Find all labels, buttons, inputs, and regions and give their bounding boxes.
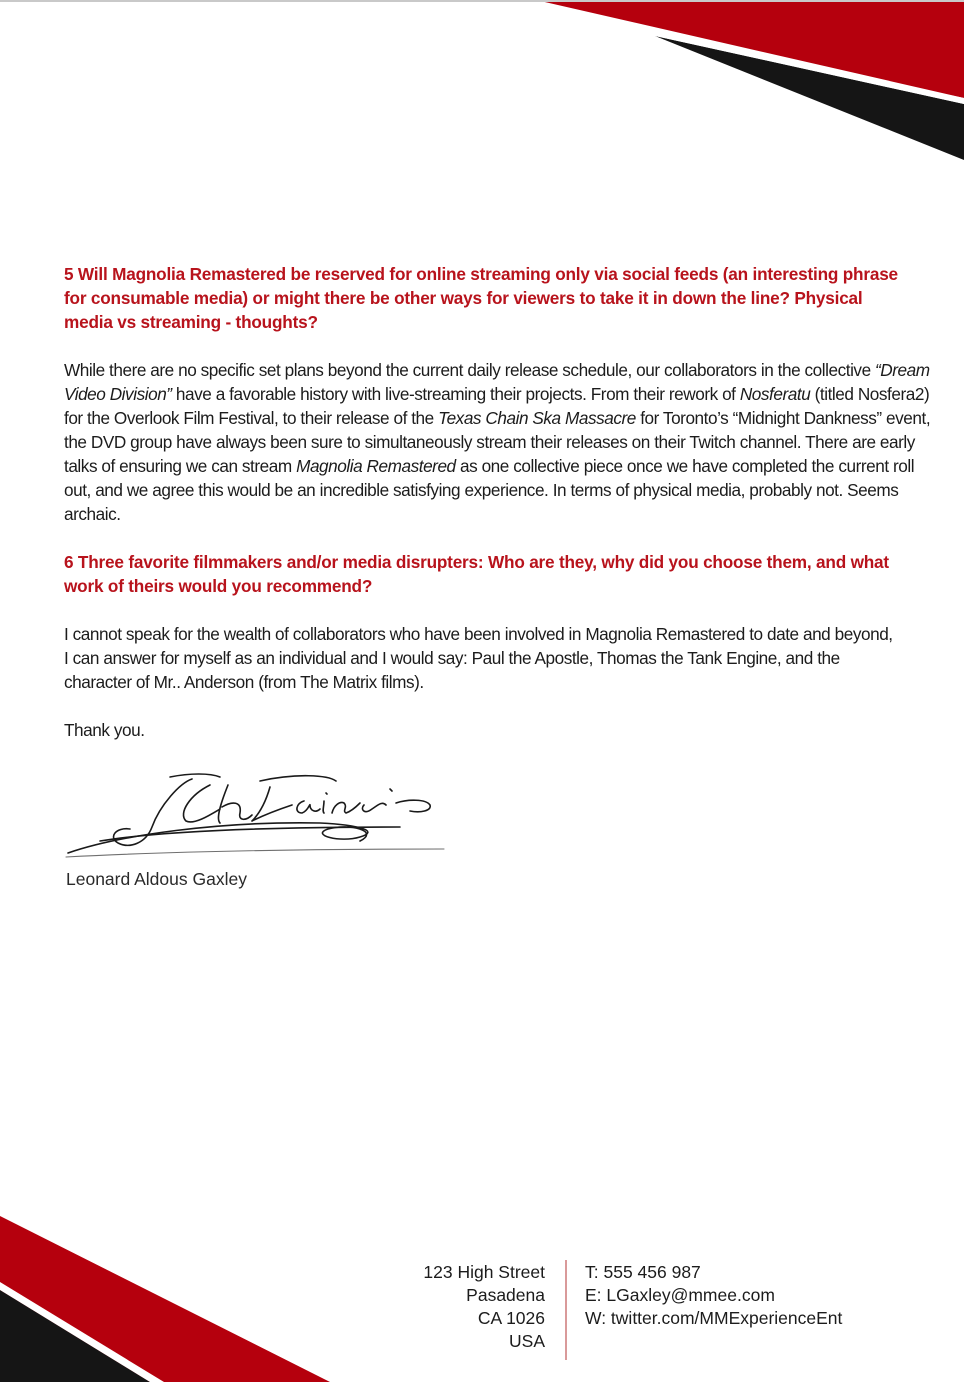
answer-6: I cannot speak for the wealth of collaborators who have been involved in Magnolia Remastered to date and beyond, I can answer for myself as an individual and I would say: Paul the Apostle, Thomas the Tank Engine, and the character of Mr.. Anderson (from The Matrix films). <box>64 624 893 692</box>
footer-white-gap <box>0 1282 164 1382</box>
signature-image <box>60 765 450 865</box>
header-black-stripe <box>655 36 964 160</box>
signer-name: Leonard Aldous Gaxley <box>66 869 247 889</box>
answer-5: While there are no specific set plans beyond the current daily release schedule, our collaborators in the collective “Dream Video Division” have a favorable history with live-streaming their projects. From their rework of Nosferatu (titled Nosfera2) for the Overlook Film Festival, to their release of the Texas Chain Ska Massacre for Toronto’s “Midnight Dankness” event, the DVD group have always been sure to simultaneously stream their releases on their Twitch channel. There are early talks of ensuring we can stream Magnolia Remastered as one collective piece once we have completed the current roll out, and we agree this would be an incredible satisfying experience. In terms of physical media, probably not. Seems archaic. <box>64 360 931 524</box>
header-red-band <box>536 0 964 98</box>
header-white-gap <box>650 34 964 104</box>
contact-web[interactable]: W: twitter.com/MMExperienceEnt <box>585 1308 843 1328</box>
address-country: USA <box>509 1331 545 1351</box>
footer-red-band <box>0 1216 330 1382</box>
address-city: Pasadena <box>466 1285 545 1305</box>
contact-email[interactable]: E: LGaxley@mmee.com <box>585 1285 775 1305</box>
contact-block <box>585 1261 842 1330</box>
address-state-zip: CA 1026 <box>477 1308 545 1328</box>
header-top-rule <box>0 0 964 2</box>
address-street: 123 High Street <box>423 1262 545 1282</box>
contact-phone: T: 555 456 987 <box>585 1262 701 1282</box>
question-5: 5 Will Magnolia Remastered be reserved for online streaming only via social feeds (an interesting phrase for consumable media) or might there be other ways for viewers to take it in down the line? Physical media vs streaming - thoughts? <box>64 264 898 332</box>
closing-line: Thank you. <box>64 720 145 740</box>
footer-black-stripe <box>0 1290 150 1382</box>
address-block <box>380 1261 545 1353</box>
letter-body <box>64 262 944 742</box>
question-6: 6 Three favorite filmmakers and/or media disrupters: Who are they, why did you choose them, and what work of theirs would you recommend? <box>64 552 889 596</box>
footer-divider <box>565 1260 567 1360</box>
